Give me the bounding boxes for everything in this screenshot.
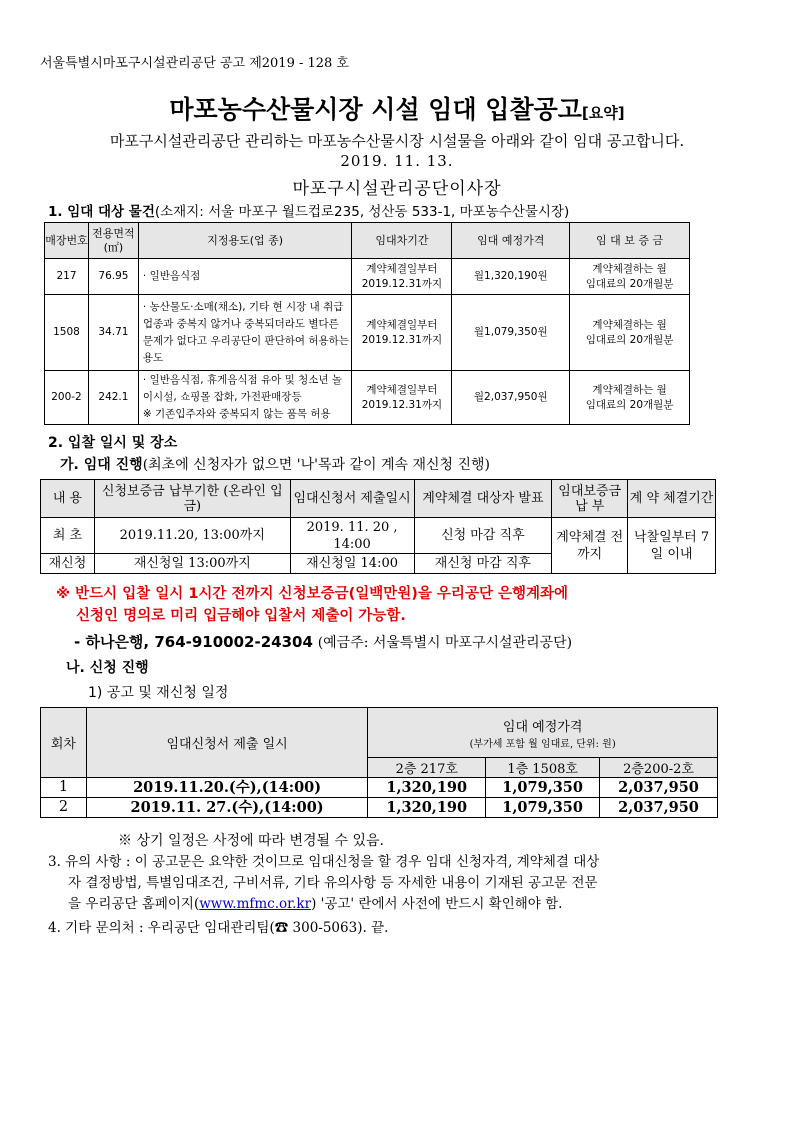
period	[352, 371, 452, 425]
period-end: 2019.12.31까지	[361, 277, 443, 290]
unit-217: 2층 217호	[368, 758, 486, 778]
round-label: 최 초	[41, 518, 95, 554]
bank-account	[74, 631, 572, 652]
deposit-deadline: 재신청일 13:00까지	[94, 554, 290, 574]
unit-200-2: 2층200-2호	[600, 758, 718, 778]
price-unit-note: (부가세 포함 월 임대료, 단위: 원)	[469, 738, 616, 750]
submit-time: 재신청일 14:00	[290, 554, 414, 574]
store-no: 1508	[45, 295, 89, 371]
reapply-schedule-table	[40, 707, 718, 818]
announce: 신청 마감 직후	[414, 518, 552, 554]
section2-heading: 2. 입찰 일시 및 장소	[48, 435, 178, 451]
section1-heading	[48, 200, 569, 220]
store-no: 217	[45, 259, 89, 295]
period-end: 2019.12.31까지	[361, 398, 443, 411]
section2a-heading	[60, 454, 490, 474]
round-label: 재신청	[41, 554, 95, 574]
col-deposit-pay: 임대보증금 납 부	[552, 480, 628, 518]
col-area: 전용면적(㎡)	[88, 223, 138, 259]
price-200-2: 2,037,950	[600, 798, 718, 818]
col-price-group	[368, 708, 718, 758]
price-217: 1,320,190	[368, 778, 486, 798]
price-1508: 1,079,350	[486, 778, 600, 798]
section1-location: (소재지: 서울 마포구 월드컵로235, 성산동 533-1, 마포농수산물시장)	[154, 204, 570, 220]
period-start: 계약체결일부터	[366, 383, 438, 396]
warning-line1: ※ 반드시 입찰 일시 1시간 전까지 신청보증금(일백만원)을 우리공단 은행계좌에	[56, 586, 569, 602]
table-row	[45, 295, 690, 371]
deposit	[570, 259, 690, 295]
contract-period: 낙찰일부터 7일 이내	[628, 518, 716, 574]
table-row	[41, 778, 718, 798]
area: 242.1	[88, 371, 138, 425]
period-end: 2019.12.31까지	[361, 333, 443, 346]
col-submit-date: 임대신청서 제출 일시	[86, 708, 367, 778]
bid-schedule-table	[40, 479, 716, 574]
use	[138, 371, 352, 425]
use: · 일반음식점	[138, 259, 352, 295]
table-row	[41, 518, 716, 554]
col-deposit-deadline: 신청보증금 납부기한 (온라인 입금)	[94, 480, 290, 518]
period-start: 계약체결일부터	[366, 262, 438, 275]
col-round: 회차	[41, 708, 87, 778]
store-no: 200-2	[45, 371, 89, 425]
deposit-deadline: 2019.11.20, 13:00까지	[94, 518, 290, 554]
section3-line3	[48, 894, 760, 915]
section2a-note: (최초에 신청자가 없으면 '나'목과 같이 계속 재신청 진행)	[142, 457, 490, 473]
unit-1508: 1층 1508호	[486, 758, 600, 778]
deposit-warning	[56, 583, 756, 627]
price-200-2: 2,037,950	[600, 778, 718, 798]
schedule-subheading: 1) 공고 및 재신청 일정	[88, 685, 229, 701]
deposit	[570, 371, 690, 425]
col-announce: 계약체결 대상자 발표	[414, 480, 552, 518]
page-title	[0, 90, 794, 126]
section2b-heading: 나. 신청 진행	[66, 660, 149, 676]
intro-text: 마포구시설관리공단 관리하는 마포농수산물시장 시설물을 아래와 같이 임대 공고합니다.	[109, 132, 685, 150]
table-row	[41, 798, 718, 818]
deposit-line2: 임대료의 20개월분	[585, 333, 674, 346]
rental-items-table	[44, 222, 690, 425]
col-contract-period: 계 약 체결기간	[628, 480, 716, 518]
col-period: 임대차기간	[352, 223, 452, 259]
price: 월1,079,350원	[452, 295, 570, 371]
section3-line2: 자 결정방법, 특별임대조건, 구비서류, 기타 유의사항 등 자세한 내용이 기재된 공고문 전문	[68, 875, 598, 891]
use-note: ※ 기존입주자와 중복되지 않는 품목 허용	[142, 408, 331, 420]
col-store-no: 매장번호	[45, 223, 89, 259]
notice-date: 2019. 11. 13.	[340, 152, 454, 170]
title-text: 마포농수산물시장 시설 임대 입찰공고	[169, 95, 582, 124]
section1-title: 1. 임대 대상 물건	[48, 204, 155, 220]
round: 2	[41, 798, 87, 818]
deposit-pay: 계약체결 전까지	[552, 518, 628, 574]
period	[352, 295, 452, 371]
schedule-note: ※ 상기 일정은 사정에 따라 변경될 수 있음.	[118, 833, 384, 849]
deposit-line1: 계약체결하는 월	[592, 318, 667, 331]
period-start: 계약체결일부터	[366, 318, 438, 331]
section3-notes	[48, 852, 760, 915]
issuer-name: 마포구시설관리공단이사장	[292, 179, 502, 199]
price-217: 1,320,190	[368, 798, 486, 818]
deposit-line2: 임대료의 20개월분	[585, 398, 674, 411]
col-price: 임대 예정가격	[452, 223, 570, 259]
section3-line1: 3. 유의 사항 : 이 공고문은 요약한 것이므로 임대신청을 할 경우 임대 신청자격, 계약체결 대상	[48, 854, 600, 870]
submit-date: 2019.11.20.(수),(14:00)	[86, 778, 367, 798]
table-row	[45, 259, 690, 295]
section2a-title: 가. 임대 진행	[60, 457, 143, 473]
deposit	[570, 295, 690, 371]
price: 월1,320,190원	[452, 259, 570, 295]
area: 76.95	[88, 259, 138, 295]
area: 34.71	[88, 295, 138, 371]
bank-holder: (예금주: 서울특별시 마포구시설관리공단)	[317, 635, 573, 651]
section3-line3-pre: 을 우리공단 홈페이지(	[68, 896, 200, 912]
title-suffix: [요약]	[581, 104, 625, 122]
submit-date: 2019.11. 27.(수),(14:00)	[86, 798, 367, 818]
price: 월2,037,950원	[452, 371, 570, 425]
round: 1	[41, 778, 87, 798]
warning-line2: 신청인 명의로 미리 입금해야 입찰서 제출이 가능함.	[76, 608, 406, 624]
use-text: · 일반음식점, 휴게음식점 유아 및 청소년 놀이시설, 쇼핑몰 잡화, 가전판매장등	[142, 374, 343, 403]
deposit-line1: 계약체결하는 월	[592, 383, 667, 396]
notice-number: 서울특별시마포구시설관리공단 공고 제2019 - 128 호	[40, 56, 349, 71]
section4-contact: 4. 기타 문의처 : 우리공단 임대관리팀(☎ 300-5063). 끝.	[48, 920, 389, 936]
submit-time: 2019. 11. 20 , 14:00	[290, 518, 414, 554]
col-submit-time: 임대신청서 제출일시	[290, 480, 414, 518]
deposit-line1: 계약체결하는 월	[592, 262, 667, 275]
table-row	[45, 371, 690, 425]
bank-number: - 하나은행, 764-910002-24304	[74, 633, 313, 651]
col-deposit: 임 대 보 증 금	[570, 223, 690, 259]
deposit-line2: 임대료의 20개월분	[585, 277, 674, 290]
announce: 재신청 마감 직후	[414, 554, 552, 574]
price-1508: 1,079,350	[486, 798, 600, 818]
homepage-link[interactable]: www.mfmc.or.kr	[199, 896, 312, 912]
col-content: 내 용	[41, 480, 95, 518]
period	[352, 259, 452, 295]
section3-line3-post: ) '공고' 란에서 사전에 반드시 확인해야 함.	[311, 896, 563, 912]
col-use: 지정용도(업 종)	[138, 223, 352, 259]
use: · 농산물도·소매(채소), 기타 현 시장 내 취급업종과 중복지 않거나 중복되더라도 별다른 문제가 없다고 우리공단이 판단하여 허용하는 용도	[138, 295, 352, 371]
price-heading: 임대 예정가격	[502, 719, 583, 735]
